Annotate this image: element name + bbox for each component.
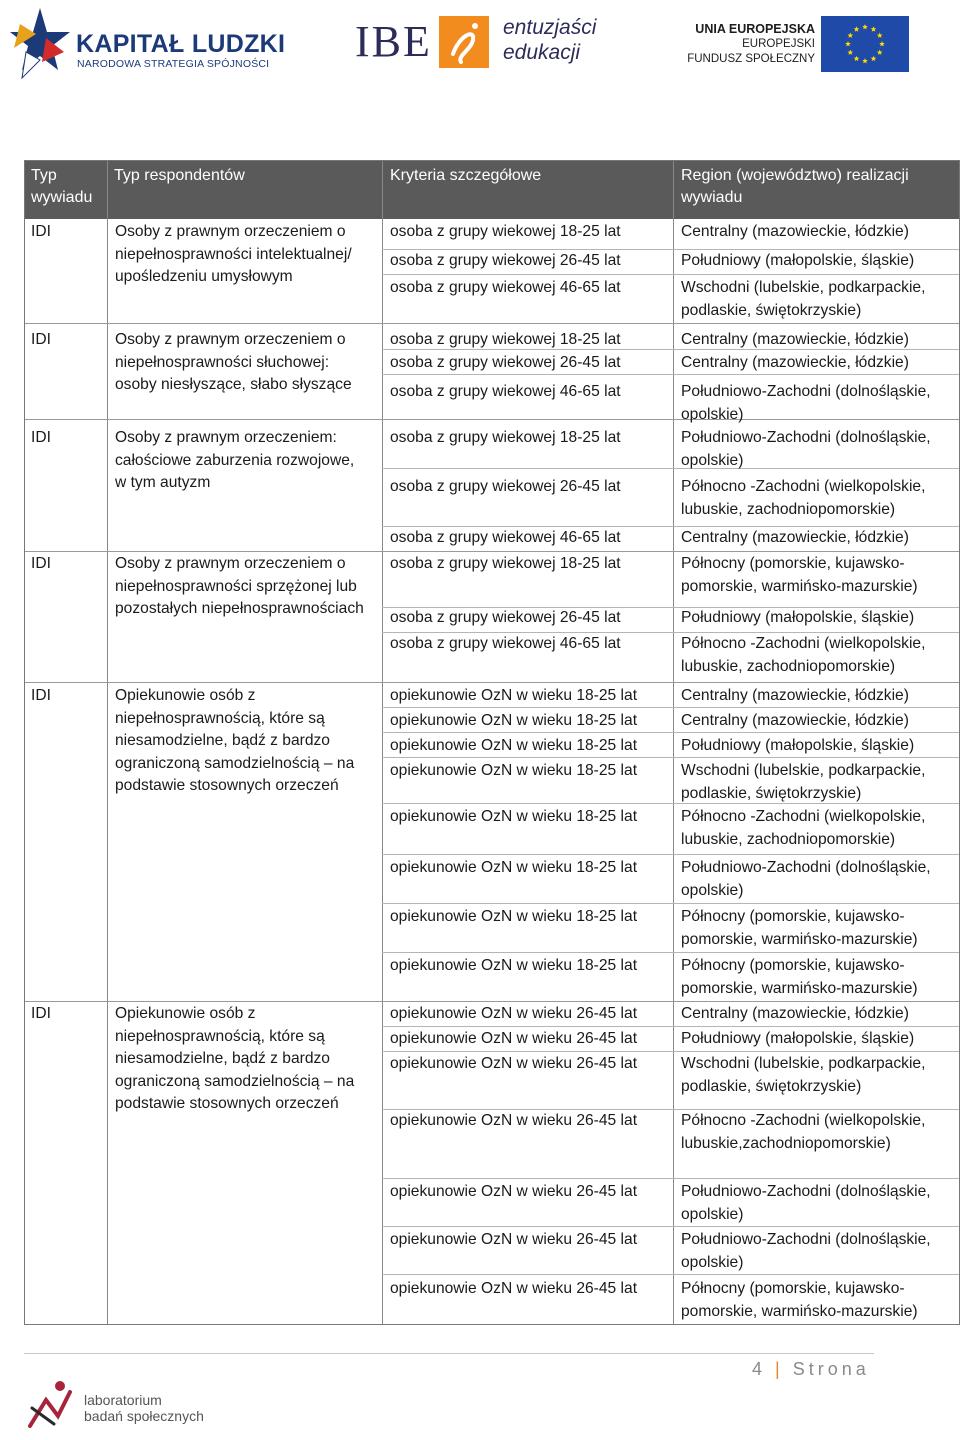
page-number-separator: | (775, 1359, 784, 1379)
criteria-cell: opiekunowie OzN w wieku 18-25 lat (390, 712, 638, 729)
region-cell: Wschodni (lubelskie, podkarpackie, podlaskie, świętokrzyskie) (681, 762, 926, 802)
region-cell: Północno -Zachodni (wielkopolskie, lubuskie,zachodniopomorskie) (681, 1112, 926, 1152)
criteria-cell: osoba z grupy wiekowej 18-25 lat (390, 331, 621, 348)
criteria-cell: osoba z grupy wiekowej 46-65 lat (390, 383, 621, 400)
criteria-cell: osoba z grupy wiekowej 18-25 lat (390, 223, 621, 240)
region-cell: Południowy (małopolskie, śląskie) (681, 252, 915, 269)
respondent-cell: Opiekunowie osób z niepełnosprawnością, które są niesamodzielne, bądź z bardzo ograniczoną samodzielnością – na podstawie stosownych orzeczeń (115, 1005, 355, 1112)
row-divider (382, 1051, 959, 1052)
region-cell: Północno -Zachodni (wielkopolskie, lubuskie, zachodniopomorskie) (681, 478, 926, 518)
kapital-ludzki-title: KAPITAŁ LUDZKI (76, 30, 286, 58)
criteria-cell: osoba z grupy wiekowej 18-25 lat (390, 555, 621, 572)
page-number-value: 4 (752, 1359, 767, 1379)
row-divider (382, 1226, 959, 1227)
region-cell: Wschodni (lubelskie, podkarpackie, podlaskie, świętokrzyskie) (681, 1055, 926, 1095)
eu-logo (687, 16, 909, 72)
row-divider (382, 903, 959, 904)
footer-divider (24, 1353, 874, 1354)
criteria-cell: opiekunowie OzN w wieku 18-25 lat (390, 808, 638, 825)
eu-line-1: UNIA EUROPEJSKA (695, 22, 815, 36)
kapital-ludzki-subtitle: NARODOWA STRATEGIA SPÓJNOŚCI (77, 58, 270, 70)
criteria-cell: opiekunowie OzN w wieku 18-25 lat (390, 687, 638, 704)
laboratorium-line-1: laboratorium (84, 1392, 162, 1408)
region-cell: Centralny (mazowieckie, łódzkie) (681, 687, 909, 704)
interview-type-cell: IDI (31, 687, 51, 704)
ibe-swirl-icon (439, 16, 489, 68)
interview-type-cell: IDI (31, 1005, 51, 1022)
region-cell: Północny (pomorskie, kujawsko-pomorskie, warmińsko-mazurskie) (681, 555, 918, 595)
eu-line-3: FUNDUSZ SPOŁECZNY (687, 53, 815, 65)
row-divider (382, 854, 959, 855)
criteria-cell: osoba z grupy wiekowej 46-65 lat (390, 529, 621, 546)
region-cell: Północno -Zachodni (wielkopolskie, lubuskie, zachodniopomorskie) (681, 808, 926, 848)
ibe-tagline-1: entuzjaści (503, 16, 597, 39)
criteria-cell: opiekunowie OzN w wieku 18-25 lat (390, 859, 638, 876)
criteria-cell: osoba z grupy wiekowej 46-65 lat (390, 279, 621, 296)
row-divider (382, 1178, 959, 1179)
region-cell: Południowo-Zachodni (dolnośląskie, opolskie) (681, 429, 931, 469)
region-cell: Centralny (mazowieckie, łódzkie) (681, 354, 909, 371)
page-number-word: Strona (792, 1359, 870, 1379)
interview-type-cell: IDI (31, 429, 51, 446)
region-cell: Północny (pomorskie, kujawsko-pomorskie, warmińsko-mazurskie) (681, 908, 918, 948)
interview-table (24, 160, 960, 1325)
region-cell: Południowy (małopolskie, śląskie) (681, 737, 915, 754)
column-divider (107, 161, 108, 1324)
page-number (752, 1359, 870, 1380)
ibe-text: IBE (355, 17, 432, 66)
region-cell: Centralny (mazowieckie, łódzkie) (681, 223, 909, 240)
header-region: Region (województwo) realizacji wywiadu (681, 167, 909, 206)
region-cell: Południowo-Zachodni (dolnośląskie, opolskie) (681, 1231, 931, 1271)
group-divider (25, 551, 959, 552)
criteria-cell: opiekunowie OzN w wieku 26-45 lat (390, 1005, 638, 1022)
group-divider (25, 323, 959, 324)
criteria-cell: opiekunowie OzN w wieku 26-45 lat (390, 1112, 638, 1129)
column-divider (382, 161, 383, 1324)
row-divider (382, 1274, 959, 1275)
ibe-orange-square (439, 16, 489, 68)
region-cell: Północny (pomorskie, kujawsko-pomorskie, warmińsko-mazurskie) (681, 1280, 918, 1320)
eu-line-2: EUROPEJSKI (742, 38, 815, 50)
region-cell: Centralny (mazowieckie, łódzkie) (681, 1005, 909, 1022)
region-cell: Północno -Zachodni (wielkopolskie, lubuskie, zachodniopomorskie) (681, 635, 926, 675)
criteria-cell: opiekunowie OzN w wieku 18-25 lat (390, 762, 638, 779)
criteria-cell: opiekunowie OzN w wieku 26-45 lat (390, 1183, 638, 1200)
criteria-cell: osoba z grupy wiekowej 26-45 lat (390, 354, 621, 371)
region-cell: Centralny (mazowieckie, łódzkie) (681, 331, 909, 348)
respondent-cell: Opiekunowie osób z niepełnosprawnością, które są niesamodzielne, bądź z bardzo ograniczoną samodzielnością – na podstawie stosownych orzeczeń (115, 687, 355, 794)
respondent-cell: Osoby z prawnym orzeczeniem: całościowe zaburzenia rozwojowe, w tym autyzm (115, 429, 355, 491)
region-cell: Południowy (małopolskie, śląskie) (681, 609, 915, 626)
row-divider (382, 274, 959, 275)
respondent-cell: Osoby z prawnym orzeczeniem o niepełnosprawności słuchowej: osoby niesłyszące, słabo słyszące (115, 331, 352, 393)
header-interview-type: Typ wywiadu (31, 167, 93, 206)
criteria-cell: opiekunowie OzN w wieku 18-25 lat (390, 737, 638, 754)
criteria-cell: opiekunowie OzN w wieku 18-25 lat (390, 908, 638, 925)
kapital-ludzki-logo (6, 4, 286, 84)
header-criteria: Kryteria szczegółowe (390, 167, 542, 184)
laboratorium-logo (24, 1378, 224, 1430)
column-divider (673, 161, 674, 1324)
interview-type-cell: IDI (31, 223, 51, 240)
criteria-cell: osoba z grupy wiekowej 18-25 lat (390, 429, 621, 446)
criteria-cell: osoba z grupy wiekowej 26-45 lat (390, 252, 621, 269)
criteria-cell: opiekunowie OzN w wieku 18-25 lat (390, 957, 638, 974)
respondent-cell: Osoby z prawnym orzeczeniem o niepełnosprawności intelektualnej/ upośledzeniu umysłowym (115, 223, 352, 285)
criteria-cell: opiekunowie OzN w wieku 26-45 lat (390, 1231, 638, 1248)
region-cell: Południowo-Zachodni (dolnośląskie, opolskie) (681, 1183, 931, 1223)
criteria-cell: opiekunowie OzN w wieku 26-45 lat (390, 1030, 638, 1047)
region-cell: Południowy (małopolskie, śląskie) (681, 1030, 915, 1047)
ibe-logo (355, 14, 605, 74)
criteria-cell: opiekunowie OzN w wieku 26-45 lat (390, 1055, 638, 1072)
row-divider (382, 952, 959, 953)
interview-type-cell: IDI (31, 331, 51, 348)
criteria-cell: opiekunowie OzN w wieku 26-45 lat (390, 1280, 638, 1297)
region-cell: Centralny (mazowieckie, łódzkie) (681, 712, 909, 729)
respondent-cell: Osoby z prawnym orzeczeniem o niepełnosprawności sprzężonej lub pozostałych niepełnosprawnościach (115, 555, 364, 617)
region-cell: Północny (pomorskie, kujawsko-pomorskie, warmińsko-mazurskie) (681, 957, 918, 997)
laboratorium-line-2: badań społecznych (84, 1408, 204, 1424)
region-cell: Centralny (mazowieckie, łódzkie) (681, 529, 909, 546)
criteria-cell: osoba z grupy wiekowej 26-45 lat (390, 609, 621, 626)
region-cell: Południowo-Zachodni (dolnośląskie, opolskie) (681, 383, 931, 423)
kapital-ludzki-star-icon (6, 4, 72, 84)
group-divider (25, 1001, 959, 1002)
criteria-cell: osoba z grupy wiekowej 26-45 lat (390, 478, 621, 495)
criteria-cell: osoba z grupy wiekowej 46-65 lat (390, 635, 621, 652)
header-respondent-type: Typ respondentów (114, 167, 245, 184)
interview-type-cell: IDI (31, 555, 51, 572)
laboratorium-figures-icon (24, 1378, 76, 1430)
ibe-tagline-2: edukacji (503, 41, 581, 64)
region-cell: Południowo-Zachodni (dolnośląskie, opolskie) (681, 859, 931, 899)
eu-flag-icon (821, 16, 909, 72)
row-divider (382, 1026, 959, 1027)
region-cell: Wschodni (lubelskie, podkarpackie, podlaskie, świętokrzyskie) (681, 279, 926, 319)
group-divider (25, 682, 959, 683)
